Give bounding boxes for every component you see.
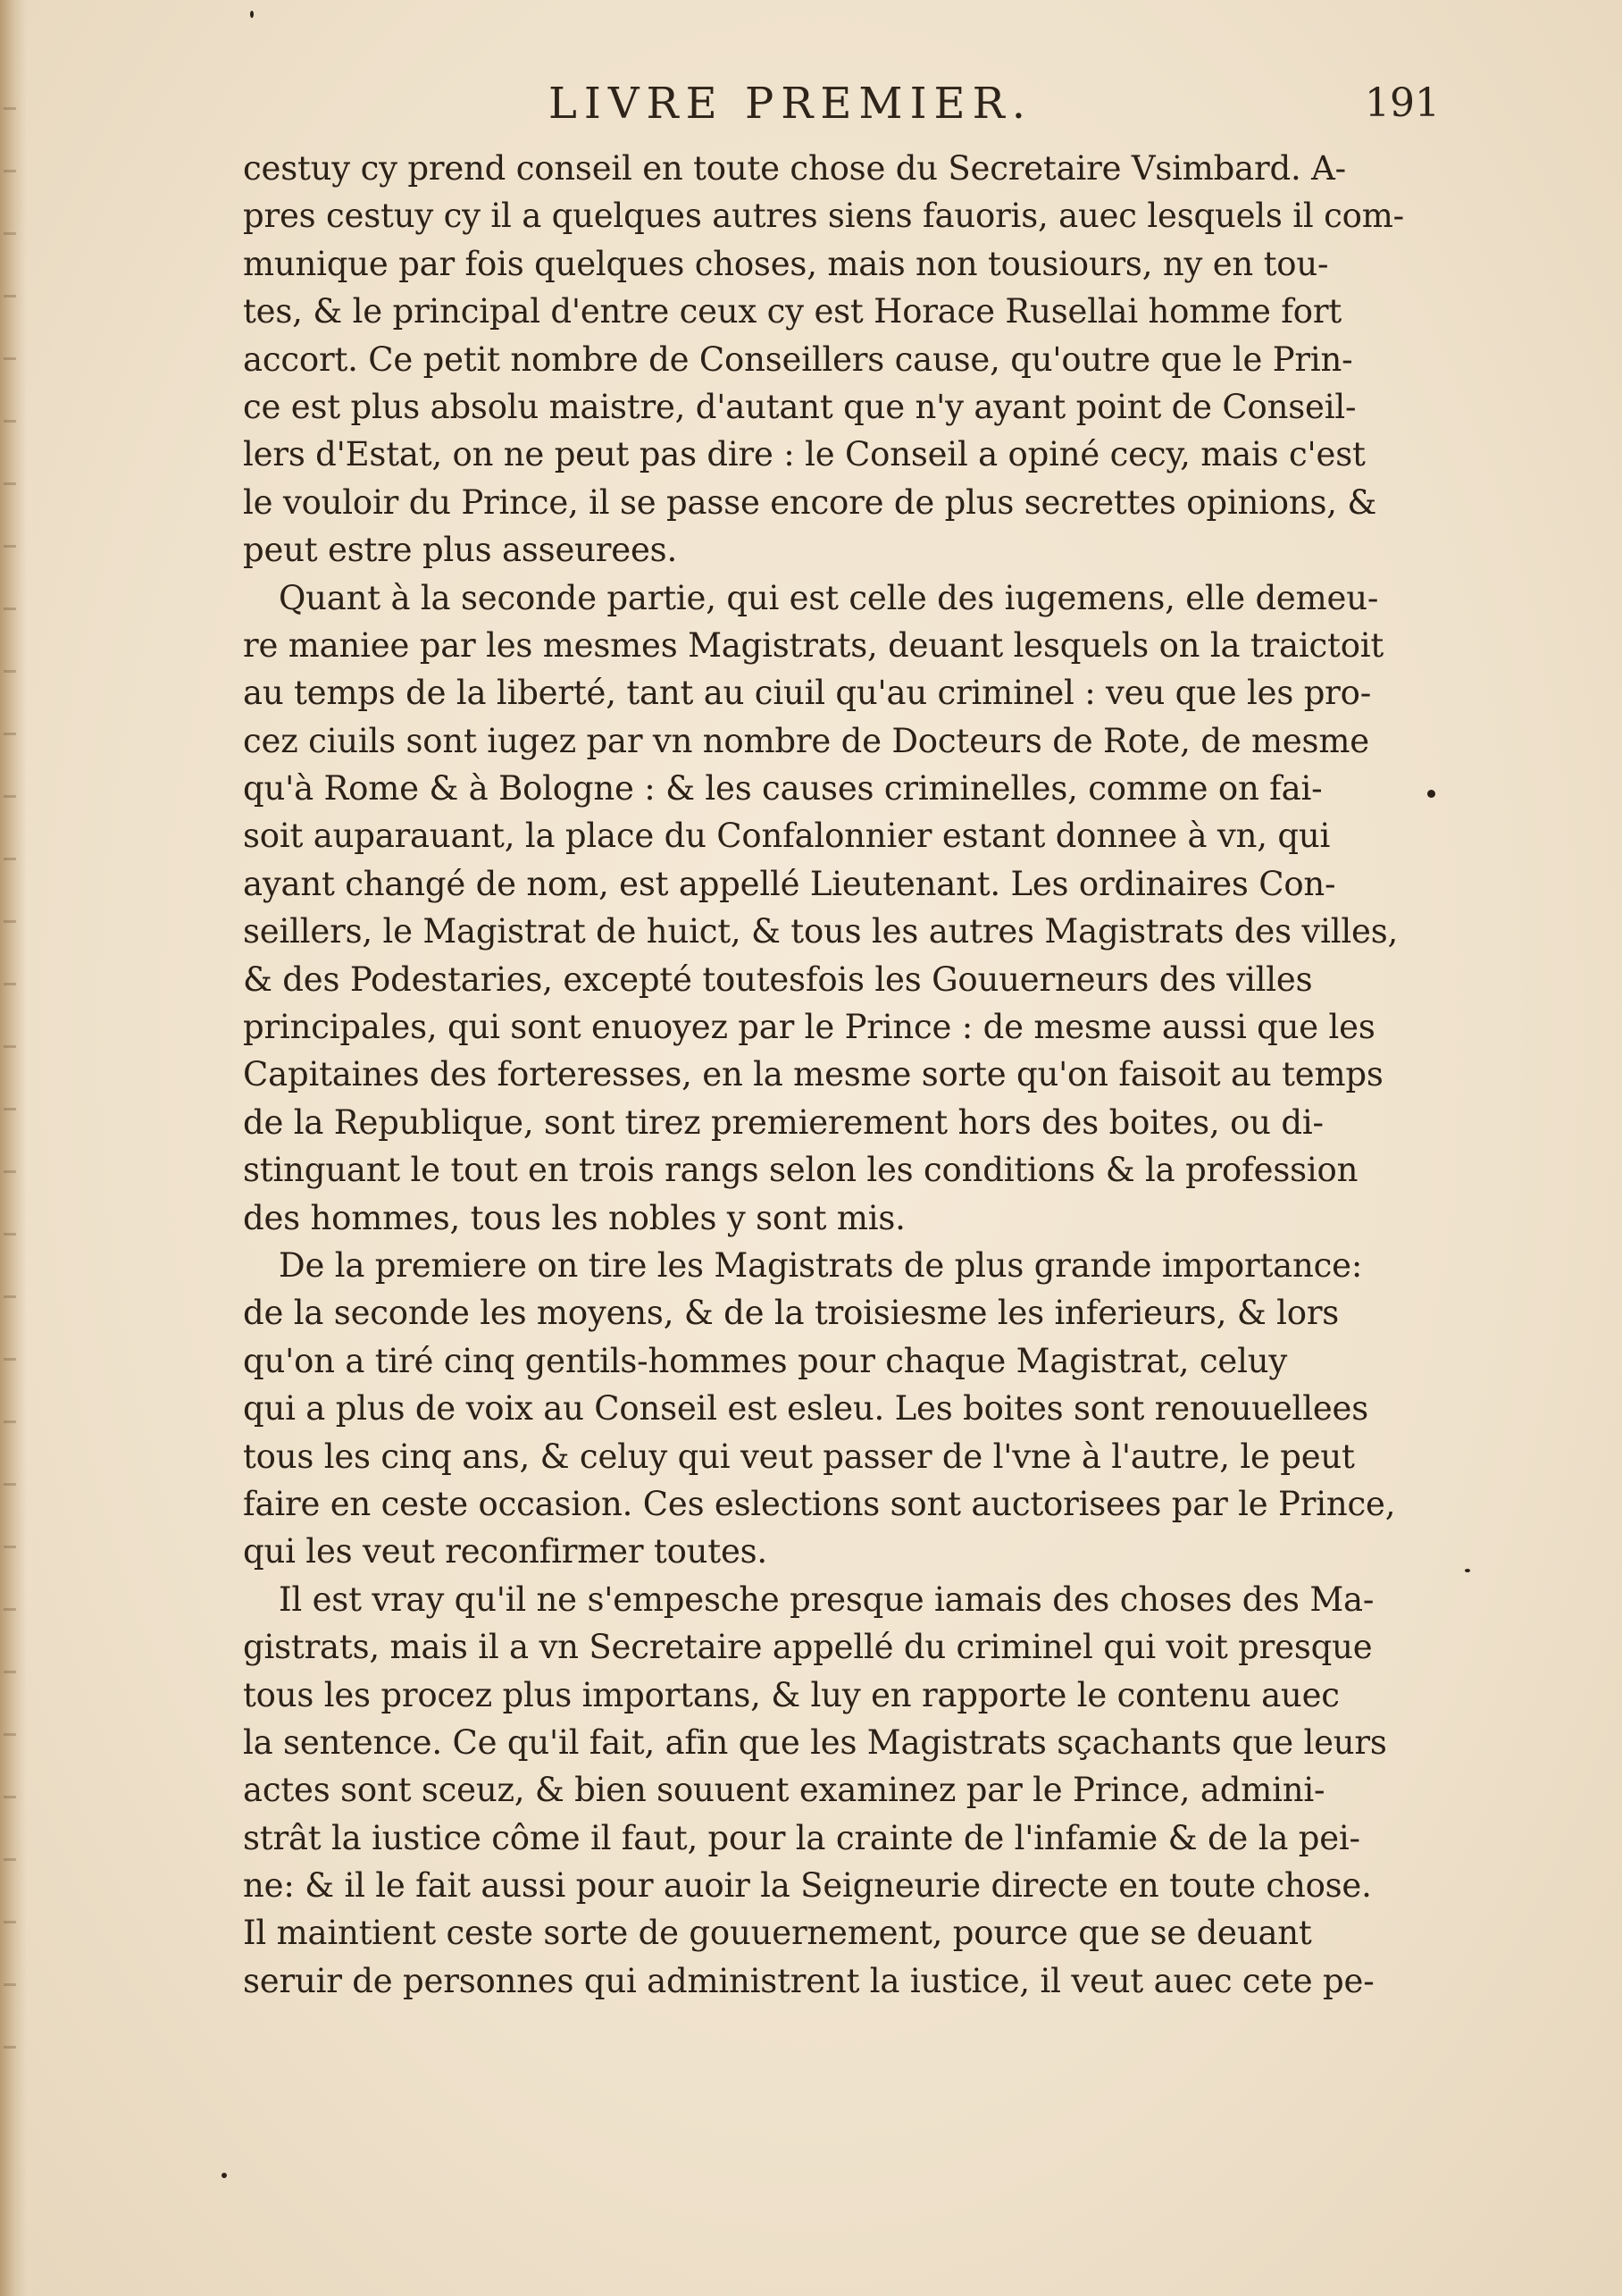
- text-line: gistrats, mais il a vn Secretaire appellé du criminel qui voit presque: [243, 1628, 1373, 1667]
- text-line: Capitaines des forteresses, en la mesme sorte qu'on faisoit au temps: [243, 1055, 1384, 1094]
- page-edge-marks: [4, 107, 16, 2073]
- text-line: cez ciuils sont iugez par vn nombre de Docteurs de Rote, de mesme: [243, 721, 1369, 760]
- text-line: tous les procez plus importans, & luy en rapporte le contenu auec: [243, 1675, 1340, 1714]
- text-line: de la Republique, sont tirez premierement hors des boites, ou di-: [243, 1102, 1324, 1142]
- text-line: & des Podestaries, excepté toutesfois les Gouuerneurs des villes: [243, 959, 1313, 999]
- running-title: LIVRE PREMIER.: [548, 79, 1033, 129]
- text-line: Il maintient ceste sorte de gouuernement, pource que se deuant: [243, 1914, 1312, 1953]
- text-line: qui les veut reconfirmer toutes.: [243, 1532, 767, 1571]
- text-line: au temps de la liberté, tant au ciuil qu'au criminel : veu que les pro-: [243, 674, 1372, 713]
- text-line: soit auparauant, la place du Confalonnier estant donnee à vn, qui: [243, 817, 1331, 856]
- text-line: stinguant le tout en trois rangs selon les conditions & la profession: [243, 1151, 1359, 1190]
- text-line: qu'on a tiré cinq gentils-hommes pour chaque Magistrat, celuy: [243, 1341, 1288, 1380]
- text-line: Il est vray qu'il ne s'empesche presque iamais des choses des Ma-: [279, 1580, 1375, 1619]
- text-line: principales, qui sont enuoyez par le Prince : de mesme aussi que les: [243, 1008, 1375, 1047]
- body-text: [243, 145, 1413, 2005]
- text-line: de la seconde les moyens, & de la troisiesme les inferieurs, & lors: [243, 1294, 1340, 1333]
- text-line: la sentence. Ce qu'il fait, afin que les Magistrats sçachants que leurs: [243, 1722, 1387, 1762]
- text-line: ce est plus absolu maistre, d'autant que n'y ayant point de Conseil-: [243, 387, 1357, 426]
- text-line: seillers, le Magistrat de huict, & tous les autres Magistrats des villes,: [243, 912, 1399, 951]
- text-line: faire en ceste occasion. Ces eslections sont auctorisees par le Prince,: [243, 1484, 1396, 1523]
- text-line: lers d'Estat, on ne peut pas dire : le Conseil a opiné cecy, mais c'est: [243, 435, 1366, 474]
- text-line: De la premiere on tire les Magistrats de plus grande importance:: [279, 1245, 1363, 1285]
- text-line: strât la iustice côme il faut, pour la crainte de l'infamie & de la pei-: [243, 1818, 1360, 1857]
- text-line: ayant changé de nom, est appellé Lieutenant. Les ordinaires Con-: [243, 864, 1336, 903]
- ink-speck: [1427, 790, 1435, 798]
- text-line: Quant à la seconde partie, qui est celle des iugemens, elle demeu-: [279, 578, 1379, 617]
- text-line: actes sont sceuz, & bien souuent examinez par le Prince, admini-: [243, 1771, 1325, 1810]
- text-line: tous les cinq ans, & celuy qui veut passer de l'vne à l'autre, le peut: [243, 1437, 1355, 1476]
- page-number: 191: [1365, 80, 1440, 126]
- text-line: re maniee par les mesmes Magistrats, deuant lesquels on la traictoit: [243, 625, 1384, 665]
- text-line: ne: & il le fait aussi pour auoir la Seigneurie directe en toute chose.: [243, 1866, 1372, 1906]
- text-line: peut estre plus asseurees.: [243, 531, 678, 570]
- text-line: accort. Ce petit nombre de Conseillers cause, qu'outre que le Prin-: [243, 339, 1353, 379]
- ink-speck: [250, 11, 254, 18]
- text-line: qu'à Rome & à Bologne : & les causes criminelles, comme on fai-: [243, 769, 1323, 809]
- text-line: le vouloir du Prince, il se passe encore de plus secrettes opinions, &: [243, 482, 1377, 522]
- text-line: pres cestuy cy il a quelques autres siens fauoris, auec lesquels il com-: [243, 197, 1404, 236]
- text-line: cestuy cy prend conseil en toute chose du Secretaire Vsimbard. A-: [243, 149, 1346, 188]
- ink-speck: [222, 2173, 227, 2178]
- text-line: des hommes, tous les nobles y sont mis.: [243, 1198, 906, 1237]
- text-line: qui a plus de voix au Conseil est esleu. Les boites sont renouuellees: [243, 1389, 1369, 1429]
- text-line: munique par fois quelques choses, mais non tousiours, ny en tou-: [243, 244, 1329, 283]
- text-line: seruir de personnes qui administrent la iustice, il veut auec cete pe-: [243, 1961, 1375, 2000]
- page-header: [243, 79, 1440, 141]
- text-line: tes, & le principal d'entre ceux cy est Horace Rusellai homme fort: [243, 292, 1342, 331]
- ink-speck: [1465, 1569, 1470, 1572]
